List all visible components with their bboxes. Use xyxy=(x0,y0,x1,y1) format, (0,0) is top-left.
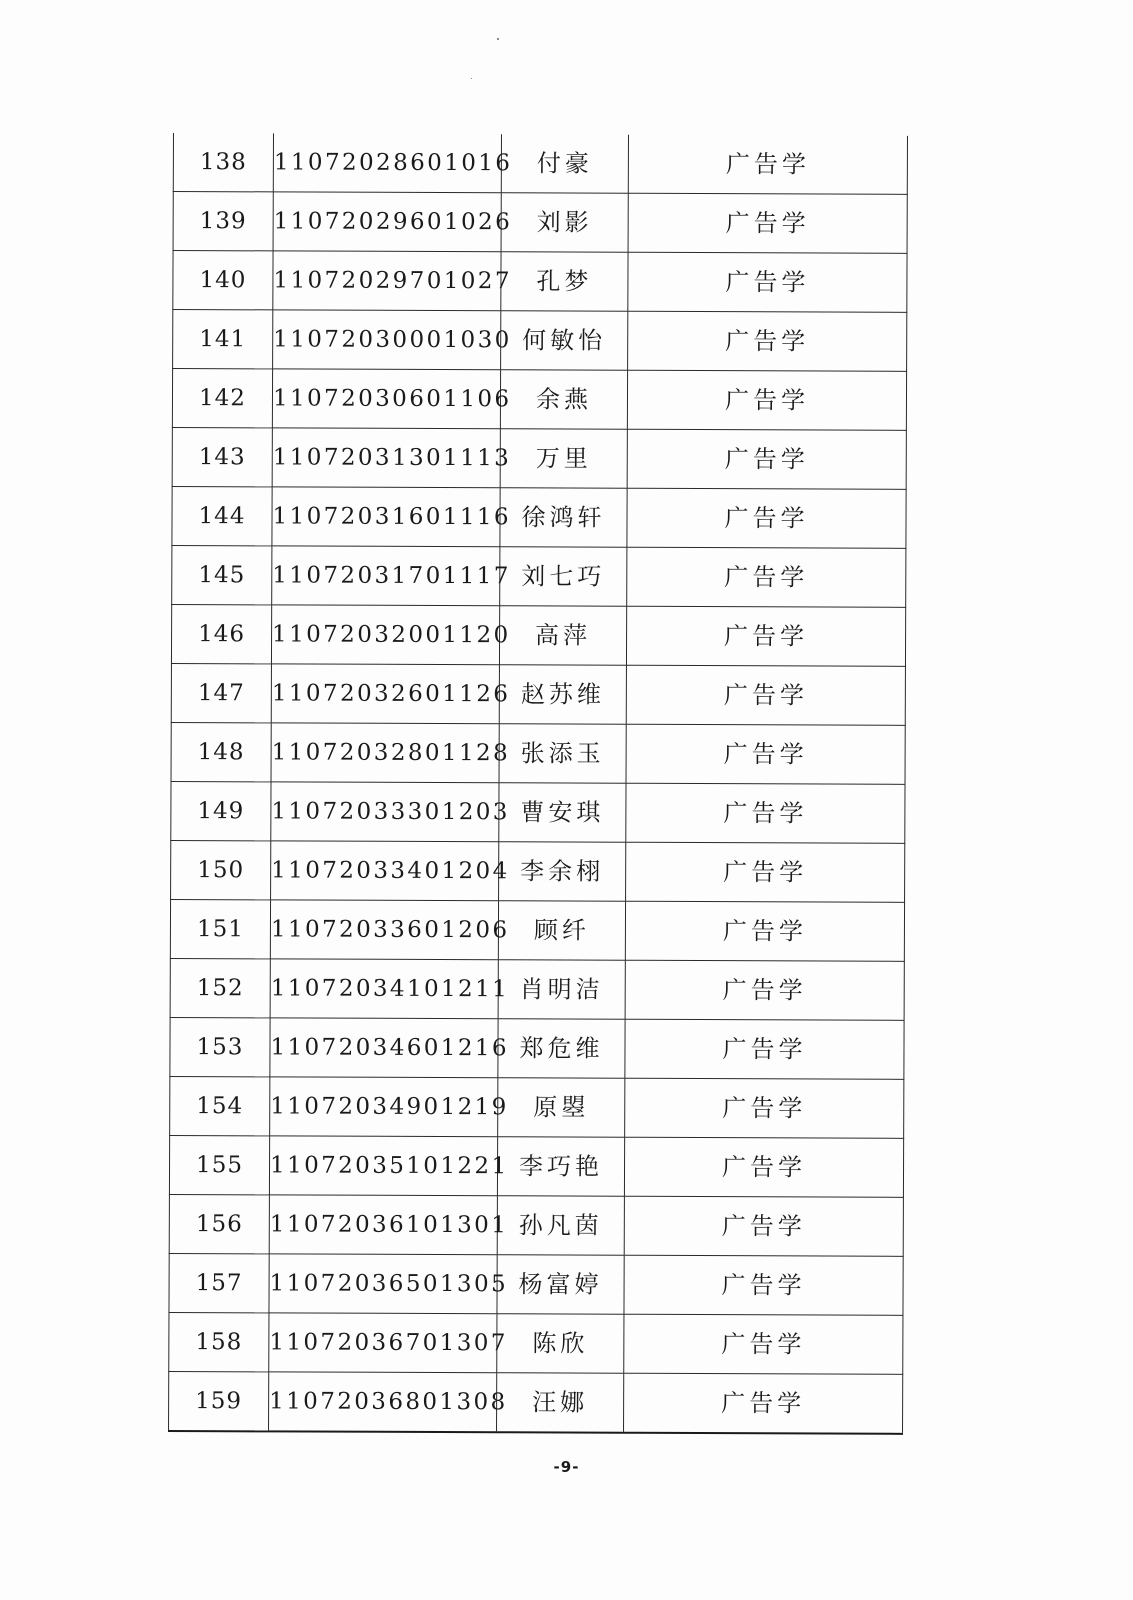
seq-number-cell: 155 xyxy=(169,1135,269,1194)
student-name-cell: 陈欣 xyxy=(497,1314,624,1373)
table-row xyxy=(173,251,907,313)
table-row xyxy=(172,427,906,489)
student-name-cell: 杨富婷 xyxy=(497,1255,624,1314)
table-row xyxy=(171,781,905,843)
seq-number-cell: 141 xyxy=(173,310,273,369)
major-cell: 广告学 xyxy=(626,783,905,843)
exam-id-cell: 11072031601116 xyxy=(272,487,500,547)
major-cell: 广告学 xyxy=(625,1078,904,1138)
table-row xyxy=(172,545,906,607)
exam-id-cell: 11072034101211 xyxy=(270,959,498,1019)
seq-number-cell: 154 xyxy=(170,1076,270,1135)
major-cell: 广告学 xyxy=(626,724,905,784)
exam-id-cell: 11072033601206 xyxy=(270,900,498,960)
major-cell: 广告学 xyxy=(628,311,907,371)
table-row xyxy=(170,1076,904,1138)
table-row xyxy=(173,310,907,372)
exam-id-cell: 11072029701027 xyxy=(273,251,501,311)
table-row xyxy=(170,1017,904,1079)
seq-number-cell: 150 xyxy=(171,840,271,899)
seq-number-cell: 143 xyxy=(172,427,272,486)
exam-id-cell: 11072035101221 xyxy=(269,1136,497,1196)
major-cell: 广告学 xyxy=(626,842,905,902)
table-row xyxy=(172,486,906,548)
exam-id-cell: 11072036701307 xyxy=(269,1313,497,1373)
student-name-cell: 高萍 xyxy=(499,606,626,665)
major-cell: 广告学 xyxy=(624,1196,903,1256)
seq-number-cell: 146 xyxy=(171,604,271,663)
major-cell: 广告学 xyxy=(624,1137,903,1197)
table-row xyxy=(171,604,905,666)
table-row xyxy=(173,192,907,254)
major-cell: 广告学 xyxy=(625,1019,904,1079)
exam-id-cell: 11072028601016 xyxy=(273,133,501,192)
student-name-cell: 曹安琪 xyxy=(499,783,626,842)
table-row xyxy=(170,899,904,961)
table-row xyxy=(170,958,904,1020)
exam-id-cell: 11072032601126 xyxy=(271,664,499,724)
major-cell: 广告学 xyxy=(627,547,906,607)
major-cell: 广告学 xyxy=(624,1373,903,1434)
seq-number-cell: 145 xyxy=(172,545,272,604)
student-name-cell: 余燕 xyxy=(500,370,627,429)
exam-id-cell: 11072029601026 xyxy=(273,192,501,252)
student-name-cell: 肖明洁 xyxy=(498,960,625,1019)
student-name-cell: 万里 xyxy=(500,429,627,488)
major-cell: 广告学 xyxy=(626,665,905,725)
seq-number-cell: 157 xyxy=(169,1253,269,1312)
student-name-cell: 张添玉 xyxy=(499,724,626,783)
seq-number-cell: 142 xyxy=(172,369,272,428)
exam-id-cell: 11072034601216 xyxy=(270,1018,498,1078)
major-cell: 广告学 xyxy=(627,429,906,489)
student-name-cell: 刘七巧 xyxy=(500,547,627,606)
exam-id-cell: 11072034901219 xyxy=(270,1077,498,1137)
student-roster-table xyxy=(168,133,908,1435)
student-name-cell: 徐鸿轩 xyxy=(500,488,627,547)
seq-number-cell: 139 xyxy=(173,192,273,251)
exam-id-cell: 11072031301113 xyxy=(272,428,500,488)
major-cell: 广告学 xyxy=(627,488,906,548)
exam-id-cell: 11072033301203 xyxy=(271,782,499,842)
table-row xyxy=(169,1312,903,1374)
seq-number-cell: 148 xyxy=(171,722,271,781)
page-number: -9- xyxy=(553,1458,580,1476)
table-row xyxy=(171,663,905,725)
major-cell: 广告学 xyxy=(625,901,904,961)
student-name-cell: 汪娜 xyxy=(497,1373,624,1433)
table-row xyxy=(169,1371,903,1433)
student-name-cell: 郑危维 xyxy=(498,1019,625,1078)
exam-id-cell: 11072031701117 xyxy=(272,546,500,606)
exam-id-cell: 11072032001120 xyxy=(271,605,499,665)
roster-body xyxy=(169,133,908,1434)
exam-id-cell: 11072030601106 xyxy=(272,369,500,429)
seq-number-cell: 147 xyxy=(171,663,271,722)
student-name-cell: 李余栩 xyxy=(499,842,626,901)
scan-speck xyxy=(471,78,472,79)
student-name-cell: 顾纤 xyxy=(498,901,625,960)
student-name-cell: 付豪 xyxy=(501,134,628,193)
exam-id-cell: 11072032801128 xyxy=(271,723,499,783)
seq-number-cell: 149 xyxy=(171,781,271,840)
major-cell: 广告学 xyxy=(624,1314,903,1374)
exam-id-cell: 11072036101301 xyxy=(269,1195,497,1255)
table-row xyxy=(169,1194,903,1256)
student-name-cell: 赵苏维 xyxy=(499,665,626,724)
seq-number-cell: 138 xyxy=(173,133,273,192)
student-name-cell: 孙凡茵 xyxy=(497,1196,624,1255)
table-row xyxy=(173,133,907,194)
major-cell: 广告学 xyxy=(628,252,907,312)
scan-speck xyxy=(497,38,499,40)
seq-number-cell: 156 xyxy=(169,1194,269,1253)
exam-id-cell: 11072033401204 xyxy=(271,841,499,901)
table-row xyxy=(171,840,905,902)
major-cell: 广告学 xyxy=(628,193,907,253)
student-name-cell: 何敏怡 xyxy=(501,311,628,370)
student-name-cell: 原曌 xyxy=(498,1078,625,1137)
table-row xyxy=(169,1135,903,1197)
seq-number-cell: 152 xyxy=(170,958,270,1017)
table-row xyxy=(171,722,905,784)
seq-number-cell: 151 xyxy=(170,899,270,958)
seq-number-cell: 153 xyxy=(170,1017,270,1076)
major-cell: 广告学 xyxy=(627,370,906,430)
exam-id-cell: 11072030001030 xyxy=(273,310,501,370)
seq-number-cell: 159 xyxy=(169,1371,269,1431)
seq-number-cell: 158 xyxy=(169,1312,269,1371)
major-cell: 广告学 xyxy=(628,135,907,195)
student-name-cell: 刘影 xyxy=(501,193,628,252)
seq-number-cell: 144 xyxy=(172,486,272,545)
student-name-cell: 孔梦 xyxy=(501,252,628,311)
table-row xyxy=(169,1253,903,1315)
table-row xyxy=(172,369,906,431)
exam-id-cell: 11072036501305 xyxy=(269,1254,497,1314)
major-cell: 广告学 xyxy=(625,960,904,1020)
seq-number-cell: 140 xyxy=(173,251,273,310)
student-name-cell: 李巧艳 xyxy=(497,1137,624,1196)
major-cell: 广告学 xyxy=(626,606,905,666)
major-cell: 广告学 xyxy=(624,1255,903,1315)
exam-id-cell: 11072036801308 xyxy=(269,1372,497,1432)
